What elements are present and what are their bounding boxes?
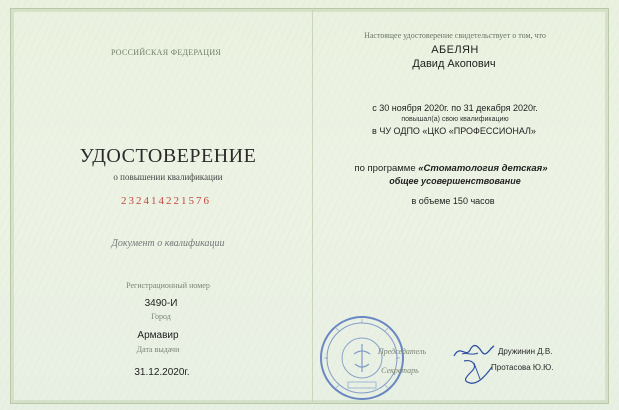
- document-type: Документ о квалификации: [111, 238, 225, 249]
- program-name: «Стоматология детская»: [418, 163, 548, 174]
- serial-number: 232414221576: [121, 195, 211, 207]
- issue-date-value: 31.12.2020г.: [134, 367, 190, 378]
- fold-line: [312, 8, 313, 402]
- city-label: Город: [151, 312, 171, 321]
- program-type: общее усовершенствование: [389, 176, 521, 186]
- certificate-border: [10, 8, 609, 404]
- secretary-name: Протасова Ю.Ю.: [491, 363, 554, 372]
- certification-text: Настоящее удостоверение свидетельствует о том, что: [364, 31, 546, 40]
- holder-name: Давид Акопович: [412, 58, 496, 70]
- registration-label: Регистрационный номер: [126, 281, 210, 290]
- program-prefix: по программе: [354, 163, 416, 174]
- document-title: УДОСТОВЕРЕНИЕ: [79, 145, 257, 167]
- program-line: [354, 163, 547, 174]
- registration-number: 3490-И: [144, 298, 178, 309]
- holder-surname: АБЕЛЯН: [431, 44, 479, 56]
- organization-name: в ЧУ ОДПО «ЦКО «ПРОФЕССИОНАЛ»: [372, 126, 536, 136]
- chair-label: Председатель: [377, 347, 427, 356]
- chair-name: Дружинин Д.В.: [498, 347, 553, 356]
- country-label: РОССИЙСКАЯ ФЕДЕРАЦИЯ: [110, 48, 222, 57]
- qualification-text: повышал(а) свою квалификацию: [401, 116, 509, 123]
- document-subtitle: о повышении квалификации: [113, 172, 223, 182]
- official-stamp-icon: [318, 314, 406, 402]
- issue-date-label: Дата выдачи: [136, 345, 180, 354]
- city-value: Армавир: [137, 330, 179, 341]
- study-period: с 30 ноября 2020г. по 31 декабря 2020г.: [372, 103, 538, 113]
- program-volume: в объеме 150 часов: [411, 196, 495, 206]
- secretary-label: Секретарь: [381, 366, 419, 375]
